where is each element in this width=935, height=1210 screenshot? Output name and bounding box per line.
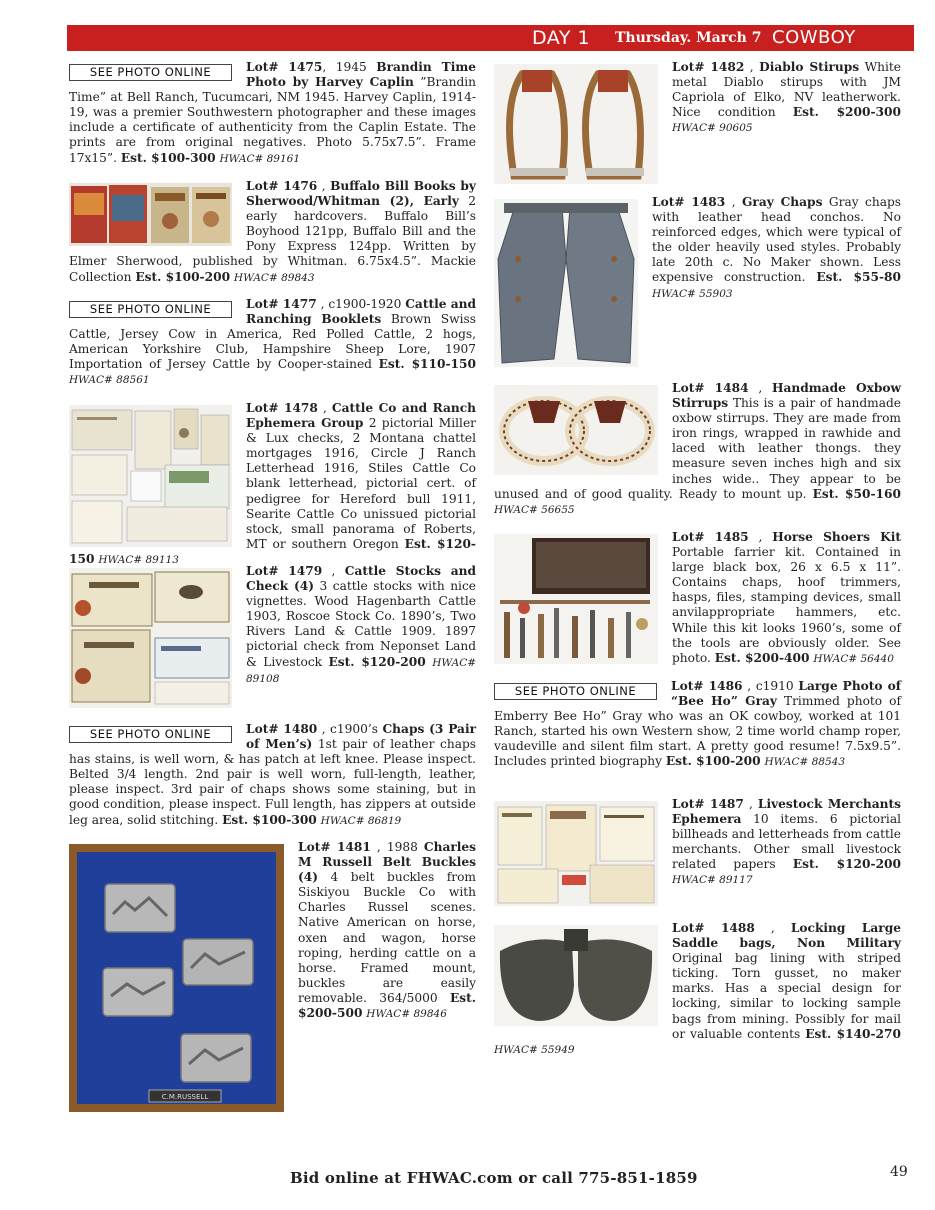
lot-description: 4 belt buckles from Siskiyou Buckle Co with Charles Russel scenes. Native American on horse, oxen and wagon, horse roping, herding cattle on a horse. Framed mount, buckles are easily removable. 364/5000 <box>298 870 476 1005</box>
lot-hwac: HWAC# 56655 <box>494 503 575 516</box>
ephemera-photo <box>69 405 232 547</box>
lot-hwac: HWAC# 89846 <box>366 1008 447 1021</box>
belt-buckles-photo <box>69 844 284 1112</box>
lot-1488: Lot# 1488 , Locking Large Saddle bags, Non Military Original bag lining with striped ticking. Torn gusset, no maker marks. Has a special design for locking, similar to locking sample bags from mining. Possibly for mail or valuable contents Est. $140-270 HWAC# 55949 <box>494 921 901 1056</box>
lot-description: Original bag lining with striped ticking. Torn gusset, no maker marks. Has a special design for locking, similar to locking sample bags from mining. Possibly for mail or valuable contents <box>672 951 901 1041</box>
lot-description: 10 items. 6 pictorial billheads and letterheads from cattle merchants. Other small livestock related papers <box>672 812 901 872</box>
see-photo-online-button[interactable]: SEE PHOTO ONLINE <box>69 301 232 318</box>
lot-number: Lot# 1480 <box>246 722 318 736</box>
lot-hwac: HWAC# 89117 <box>672 874 753 887</box>
lot-1476: Lot# 1476 , Buffalo Bill Books by Sherwood/Whitman (2), Early 2 early hardcovers. Buffalo Bill’s Boyhood 121pp, Buffalo Bill and the Pony Express 124pp. Written by Elmer Sherwood, published by Whitman. 6.75x4.5”. Mackie Collection Est. $100-200 HWAC# 89843 <box>69 179 476 284</box>
see-photo-online-button[interactable]: SEE PHOTO ONLINE <box>69 64 232 81</box>
livestock-ephemera-photo <box>494 801 658 906</box>
header-date: Thursday. March 7 <box>615 30 762 46</box>
lot-estimate: Est. $200-400 <box>714 650 810 665</box>
see-photo-online-button[interactable]: SEE PHOTO ONLINE <box>494 683 657 700</box>
lot-1484: Lot# 1484 , Handmade Oxbow Stirrups This is a pair of handmade oxbow stirrups. They are made from iron rings, wrapped in rawhide and laced with leather thongs. they measure seven inches high and six inches wide.. They appear to be unused and of good quality. Ready to mount up. Est. $50-160 HWAC# 56655 <box>494 381 901 516</box>
lot-number: Lot# 1476 <box>246 179 318 193</box>
lot-description: ”Brandin Time” at Bell Ranch, Tucumcari, NM 1945. Harvey Caplin, 1914-19, was a premier Southwestern photographer and these images include a certificate of authenticity from the Caplin Estate. The prints are from original negatives. Photo 5.75x7.5”. Frame 17x15”. <box>69 75 476 165</box>
lot-1480: SEE PHOTO ONLINE Lot# 1480 , c1900’s Chaps (3 Pair of Men’s) 1st pair of leather chaps has stains, is well worn, & has patch at left knee. Please inspect. Belted 3/4 length. 2nd pair is well worn, full-length, leather, please inspect. 3rd pair of chaps shows some staining, but in good condition, please inspect. Full length, has zippers at outside leg area, solid stitching. Est. $100-300 HWAC# 86819 <box>69 722 477 827</box>
header-day: DAY 1 <box>532 27 591 49</box>
lot-estimate: Est. $120-200 <box>792 857 902 872</box>
lot-number: Lot# 1485 <box>672 530 749 544</box>
lot-estimate: Est. $200-300 <box>792 105 901 120</box>
lot-description: 2 early hardcovers. Buffalo Bill’s Boyhood 121pp, Buffalo Bill and the Pony Express 124pp. Written by Elmer Sherwood, published by Whitman. 6.75x4.5”. Mackie Collection <box>69 194 476 284</box>
header-category: COWBOY <box>772 27 856 48</box>
lot-number: Lot# 1482 <box>672 60 745 74</box>
lot-hwac: HWAC# 89161 <box>219 152 301 165</box>
lot-estimate: Est. $120-150 <box>69 536 476 566</box>
lot-hwac: HWAC# 90605 <box>672 122 753 135</box>
lot-estimate: Est. $100-300 <box>120 150 216 165</box>
lot-1483: Lot# 1483 , Gray Chaps Gray chaps with leather head conchos. No reinforced edges, which were typical of the older heavily used styles. Probably late 20th c. No Maker shown. Less expensive construction. Est. $55-80 HWAC# 55903 <box>494 195 901 371</box>
lot-number: Lot# 1483 <box>652 195 726 209</box>
lot-number: Lot# 1481 <box>298 840 371 854</box>
oxbow-stirrups-photo <box>494 385 658 475</box>
lot-1486: SEE PHOTO ONLINE Lot# 1486 , c1910 Large Photo of “Bee Ho” Gray Trimmed photo of Emberry Bee Ho” Gray who was an OK cowboy, worked at 101 Ranch, started his own Western show, 2 time world champ roper, vaudeville and silent film start. A pretty good resume! 7.5x9.5”. Includes printed biography Est. $100-200 HWAC# 88543 <box>494 679 902 769</box>
lot-title: Handmade Oxbow Stirrups <box>672 381 901 411</box>
lot-1482: Lot# 1482 , Diablo Stirups White metal Diablo stirups with JM Capriola of Elko, NV leatherwork. Nice condition Est. $200-300 HWAC# 90605 <box>494 60 901 188</box>
lot-number: Lot# 1475 <box>246 60 323 74</box>
lot-number: Lot# 1488 <box>672 921 755 935</box>
lot-description: Gray chaps with leather head conchos. No reinforced edges, which were typical of the older heavily used styles. Probably late 20th c. No Maker shown. Less expensive construction. <box>652 195 902 285</box>
lot-title: Cattle Co and Ranch Ephemera Group <box>246 401 477 431</box>
lot-hwac: HWAC# 86819 <box>320 814 402 827</box>
lot-estimate: Est. $120-200 <box>328 654 426 669</box>
buckle-plaque-text: C.M.RUSSELL <box>161 1093 209 1101</box>
lot-estimate: Est. $55-80 <box>816 270 901 285</box>
lot-title: Cattle Stocks and Check (4) <box>246 564 477 594</box>
lot-description: White metal Diablo stirups with JM Capriola of Elko, NV leatherwork. Nice condition <box>672 60 901 120</box>
lot-1475: SEE PHOTO ONLINE Lot# 1475, 1945 Brandin Time Photo by Harvey Caplin ”Brandin Time” at Bell Ranch, Tucumcari, NM 1945. Harvey Caplin, 1914-19, was a premier Southwestern photographer and these images include a certificate of authenticity from the Caplin Estate. The prints are from original negatives. Photo 5.75x7.5”. Frame 17x15”. Est. $100-300 HWAC# 89161 <box>69 60 476 165</box>
diablo-stirrups-photo <box>494 64 658 184</box>
lot-hwac: HWAC# 89113 <box>98 553 179 566</box>
lot-hwac: HWAC# 89843 <box>233 271 315 284</box>
footer-bid-online: Bid online at FHWAC.com or call 775-851-1859 <box>290 1169 698 1187</box>
lot-estimate: Est. $200-500 <box>298 990 476 1021</box>
books-photo <box>69 183 232 246</box>
lot-1479: Lot# 1479 , Cattle Stocks and Check (4) 3 cattle stocks with nice vignettes. Wood Hagenbarth Cattle 1903, Roscoe Stock Co. 1890’s, Two Rivers Land & Cattle 1909. 1897 pictorial check from Neponset Land & Livestock Est. $120-200 HWAC# 89108 <box>69 564 476 712</box>
gray-chaps-photo <box>494 199 638 367</box>
page-number: 49 <box>890 1164 908 1180</box>
lot-hwac: HWAC# 56440 <box>813 652 894 665</box>
lot-estimate: Est. $140-270 <box>805 1026 901 1041</box>
lot-title: Charles M Russell Belt Buckles (4) <box>298 840 477 885</box>
lot-hwac: HWAC# 88561 <box>69 374 150 387</box>
lot-number: Lot# 1484 <box>672 381 749 395</box>
lot-hwac: HWAC# 55903 <box>652 287 733 300</box>
lot-description: This is a pair of handmade oxbow stirrups. They are made from iron rings, wrapped in rawhide and laced with leather thongs. they measure seven inches high and six inches wide.. They appear to be unused and of good quality. Ready to mount up. <box>494 396 901 501</box>
stock-certificates-photo <box>69 568 232 708</box>
horse-shoers-kit-photo <box>494 534 658 664</box>
lot-number: Lot# 1479 <box>246 564 323 578</box>
page-header <box>67 25 914 51</box>
lot-title: Chaps (3 Pair of Men’s) <box>246 722 476 752</box>
lot-estimate: Est. $100-200 <box>665 754 761 769</box>
lot-description: Brown Swiss Cattle, Jersey Cow in America, Red Polled Cattle, 2 hogs, American Yorkshire Club, Hampshire Sheep Lore, 1907 Importation of Jersey Cattle by Cooper-stained <box>69 312 476 372</box>
lot-number: Lot# 1486 <box>671 679 743 693</box>
see-photo-online-button[interactable]: SEE PHOTO ONLINE <box>69 726 232 743</box>
lot-hwac: HWAC# 88543 <box>764 756 846 769</box>
lot-title: Cattle and Ranching Booklets <box>246 297 477 327</box>
lot-hwac: HWAC# 89108 <box>246 656 477 685</box>
lot-hwac: HWAC# 55949 <box>494 1043 575 1056</box>
lot-1477: SEE PHOTO ONLINE Lot# 1477 , c1900-1920 Cattle and Ranching Booklets Brown Swiss Cattle, Jersey Cow in America, Red Polled Cattle, 2 hogs, American Yorkshire Club, Hampshire Sheep Lore, 1907 Importation of Jersey Cattle by Cooper-stained Est. $110-150 HWAC# 88561 <box>69 297 477 387</box>
lot-description: 3 cattle stocks with nice vignettes. Wood Hagenbarth Cattle 1903, Roscoe Stock Co. 1890’s, Two Rivers Land & Cattle 1909. 1897 pictorial check from Neponset Land & Livestock <box>246 579 476 669</box>
lot-estimate: Est. $100-300 <box>222 812 317 827</box>
lot-description: Portable farrier kit. Contained in large black box, 26 x 6.5 x 11”. Contains chaps, hoof trimmers, hasps, files, stamping devices, small anvilappropriate hammers, etc. While this kit looks 1960’s, some of the tools are obviously older. See photo. <box>672 545 901 665</box>
lot-1487: Lot# 1487 , Livestock Merchants Ephemera 10 items. 6 pictorial billheads and letterheads from cattle merchants. Other small livestock related papers Est. $120-200 HWAC# 89117 <box>494 797 901 910</box>
lot-1481: C.M.RUSSELL Lot# 1481 , 1988 Charles M Russell Belt Buckles (4) 4 belt buckles from Siskiyou Buckle Co with Charles Russel scenes. Native American on horse, oxen and wagon, horse roping, herding cattle on a horse. Framed mount, buckles are easily removable. 364/5000 Est. $200-500 HWAC# 89846 <box>69 840 476 1116</box>
lot-title: Livestock Merchants Ephemera <box>672 797 902 827</box>
lot-description: Trimmed photo of Emberry Bee Ho” Gray who was an OK cowboy, worked at 101 Ranch, started his own Western show, 2 time world champ roper, vaudeville and silent film start. A pretty good resume! 7.5x9.5”. Includes printed biography <box>494 694 901 769</box>
lot-estimate: Est. $50-160 <box>812 486 901 501</box>
lot-title: Horse Shoers Kit <box>772 530 902 544</box>
lot-title: Gray Chaps <box>742 195 823 209</box>
lot-number: Lot# 1477 <box>246 297 317 311</box>
saddle-bags-photo <box>494 925 658 1026</box>
lot-title: Large Photo of “Bee Ho” Gray <box>671 679 902 709</box>
lot-title: Locking Large Saddle bags, Non Military <box>672 921 901 951</box>
lot-number: Lot# 1478 <box>246 401 318 415</box>
lot-estimate: Est. $110-150 <box>378 357 476 372</box>
lot-title: Diablo Stirups <box>759 60 860 74</box>
lot-number: Lot# 1487 <box>672 797 744 811</box>
lot-1485: Lot# 1485 , Horse Shoers Kit Portable farrier kit. Contained in large black box, 26 x 6.5 x 11”. Contains chaps, hoof trimmers, hasps, files, stamping devices, small anvilappropriate hammers, etc. While this kit looks 1960’s, some of the tools are obviously older. See photo. Est. $200-400 HWAC# 56440 <box>494 530 901 668</box>
lot-title: Buffalo Bill Books by Sherwood/Whitman (2), Early <box>246 179 476 209</box>
lot-title: Brandin Time Photo by Harvey Caplin <box>246 60 476 90</box>
lot-estimate: Est. $100-200 <box>135 269 231 284</box>
lot-1478: Lot# 1478 , Cattle Co and Ranch Ephemera Group 2 pictorial Miller & Lux checks, 2 Montana chattel mortgages 1916, Circle J Ranch Letterhead 1916, Stiles Cattle Co blank letterhead, pictorial cert. of pedigree for Hereford bull 1911, Searite Cattle Co unissued pictorial stock, small panorama of Roberts, MT or southern Oregon Est. $120-150 HWAC# 89113 <box>69 401 477 566</box>
lot-description: 2 pictorial Miller & Lux checks, 2 Montana chattel mortgages 1916, Circle J Ranch Letterhead 1916, Stiles Cattle Co blank letterhead, pictorial cert. of pedigree for Hereford bull 1911, Searite Cattle Co unissued pictorial stock, small panorama of Roberts, MT or southern Oregon <box>246 416 476 551</box>
lot-description: 1st pair of leather chaps has stains, is well worn, & has patch at left knee. Please inspect. Belted 3/4 length. 2nd pair is well worn, full-length, leather, please inspect. 3rd pair of chaps shows some staining, but in good condition, please inspect. Full length, has zippers at outside leg area, solid stitching. <box>69 737 477 827</box>
